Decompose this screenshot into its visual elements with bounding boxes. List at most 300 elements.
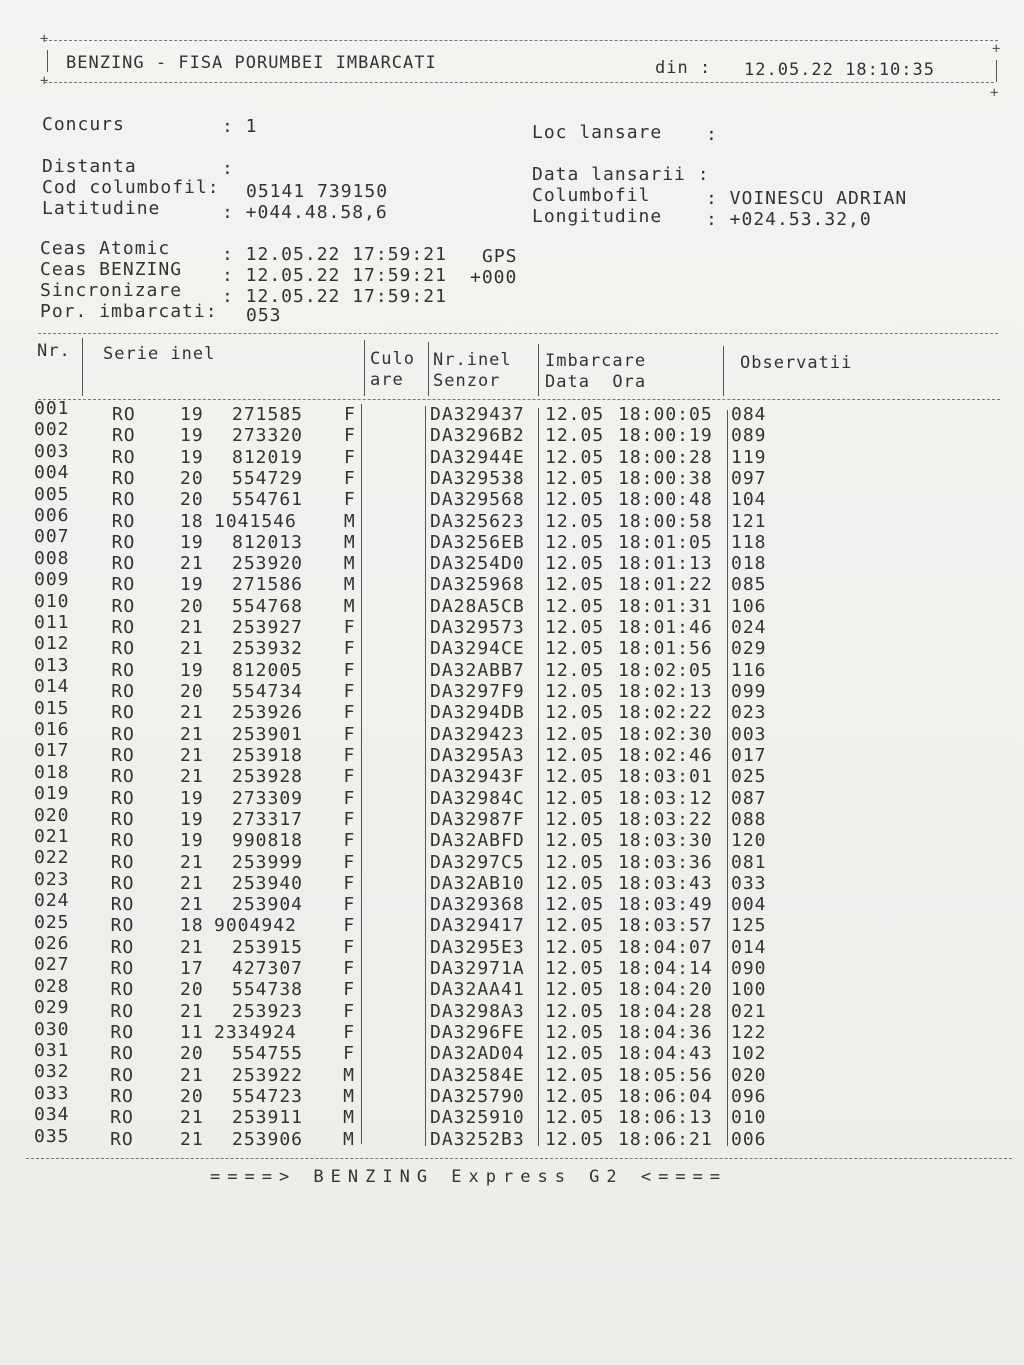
header-culoare-2: are (370, 370, 404, 390)
cod-columbofil-value: 05141 739150 (246, 181, 389, 202)
corner-mark: + (40, 31, 49, 47)
row-ora: 18:06:13 (618, 1107, 713, 1129)
row-nr: 029 (34, 997, 70, 1019)
row-senzor: DA3295E3 (430, 936, 525, 958)
row-tara: RO (110, 915, 135, 937)
row-an: 17 (180, 958, 204, 980)
row-an: 21 (180, 617, 204, 639)
row-senzor: DA329573 (430, 617, 525, 639)
row-an: 11 (180, 1022, 204, 1044)
row-ora: 18:00:28 (618, 446, 713, 468)
row-ora: 18:00:48 (618, 489, 713, 511)
row-nr: 022 (34, 847, 70, 869)
row-ora: 18:03:43 (618, 872, 713, 894)
row-data: 12.05 (545, 531, 605, 553)
row-obs: 020 (731, 1064, 767, 1086)
row-an: 21 (180, 1064, 204, 1086)
row-data: 12.05 (545, 425, 605, 447)
row-tara: RO (110, 787, 135, 809)
row-tara: RO (110, 830, 135, 852)
row-obs: 088 (731, 808, 767, 830)
row-obs: 025 (731, 766, 767, 788)
row-ora: 18:04:43 (618, 1043, 713, 1065)
table-row (0, 547, 1024, 575)
row-ora: 18:03:57 (618, 915, 713, 937)
row-sex: F (343, 808, 356, 830)
row-an: 21 (180, 553, 204, 575)
row-serie: 427307 (232, 958, 304, 980)
table-row (0, 505, 1024, 532)
row-serie: 2334924 (214, 1022, 297, 1044)
row-obs: 106 (731, 595, 767, 617)
table-row (0, 569, 1024, 596)
row-senzor: DA32AB10 (430, 872, 525, 894)
row-senzor: DA3256EB (430, 531, 525, 553)
header-culoare-1: Culo (370, 349, 415, 369)
table-row (0, 909, 1024, 937)
row-nr: 014 (34, 676, 70, 698)
row-an: 21 (180, 702, 204, 724)
row-nr: 006 (34, 505, 70, 526)
row-ora: 18:04:07 (618, 936, 713, 958)
table-row (0, 803, 1024, 830)
row-serie: 273317 (232, 808, 304, 830)
title-left-border (47, 50, 48, 72)
table-bottom-border (26, 1158, 1012, 1159)
row-an: 20 (180, 979, 204, 1001)
row-data: 12.05 (545, 446, 605, 468)
row-data: 12.05 (545, 1000, 605, 1022)
row-nr: 007 (34, 526, 70, 548)
din-label: din : (655, 58, 712, 78)
row-an: 19 (180, 830, 204, 852)
row-sex: F (343, 958, 356, 980)
row-data: 12.05 (545, 830, 605, 852)
row-senzor: DA329538 (430, 467, 525, 489)
row-data: 12.05 (545, 553, 605, 575)
row-sex: F (343, 617, 356, 639)
row-data: 12.05 (545, 595, 605, 617)
row-senzor: DA3296FE (430, 1022, 525, 1044)
corner-mark: + (990, 85, 999, 101)
row-obs: 033 (731, 872, 767, 894)
row-data: 12.05 (545, 1043, 605, 1065)
row-ora: 18:06:04 (618, 1085, 713, 1107)
table-row (0, 462, 1024, 489)
row-ora: 18:01:46 (618, 617, 713, 639)
row-sex: F (343, 638, 356, 660)
row-serie: 253999 (232, 851, 304, 873)
ceas-benzing-label: Ceas BENZING (40, 259, 183, 280)
row-senzor: DA3297C5 (430, 851, 525, 873)
row-obs: 099 (731, 681, 767, 703)
header-observatii: Observatii (740, 353, 853, 373)
row-ora: 18:01:22 (618, 574, 713, 596)
ceas-atomic-label: Ceas Atomic (40, 238, 171, 259)
row-ora: 18:03:30 (618, 830, 713, 852)
row-serie: 812013 (232, 531, 304, 553)
corner-mark: + (40, 73, 49, 89)
row-obs: 085 (731, 574, 767, 596)
row-an: 20 (180, 595, 204, 617)
row-tara: RO (110, 958, 135, 980)
row-serie: 554761 (232, 489, 304, 511)
row-tara: RO (110, 1085, 134, 1107)
row-tara: RO (111, 766, 135, 788)
row-tara: RO (111, 489, 136, 511)
table-row (0, 930, 1024, 958)
row-an: 21 (180, 766, 204, 788)
row-data: 12.05 (545, 872, 605, 894)
row-nr: 035 (34, 1125, 70, 1147)
row-nr: 033 (34, 1082, 70, 1104)
concurs-label: Concurs (42, 114, 125, 135)
row-serie: 253904 (232, 894, 304, 916)
row-an: 19 (180, 787, 204, 809)
row-nr: 026 (34, 933, 70, 954)
row-serie: 273309 (232, 787, 304, 809)
row-sex: F (343, 851, 356, 873)
row-senzor: DA32ABFD (430, 830, 525, 852)
title-top-border (44, 40, 998, 41)
row-obs: 116 (731, 659, 767, 681)
row-tara: RO (110, 1000, 135, 1022)
row-an: 21 (180, 638, 204, 660)
row-obs: 029 (731, 638, 767, 660)
row-serie: 554723 (232, 1085, 304, 1107)
table-row (0, 782, 1024, 809)
header-nr-inel-2: Senzor (433, 371, 501, 391)
row-senzor: DA32944E (430, 446, 525, 468)
por-imbarcati-value: 053 (246, 305, 282, 326)
row-obs: 104 (731, 489, 767, 511)
row-an: 21 (180, 1000, 204, 1022)
row-data: 12.05 (545, 617, 605, 639)
row-nr: 023 (34, 868, 70, 890)
sincronizare-value: : 12.05.22 17:59:21 (222, 286, 447, 307)
row-obs: 120 (731, 830, 767, 852)
por-imbarcati-label: Por. imbarcati: (40, 301, 218, 322)
row-an: 21 (180, 872, 204, 894)
row-senzor: DA3298A3 (430, 1000, 525, 1022)
row-tara: RO (111, 531, 136, 553)
row-nr: 011 (34, 612, 70, 633)
row-serie: 812019 (232, 446, 304, 468)
row-senzor: DA325790 (430, 1085, 525, 1107)
row-ora: 18:04:14 (618, 958, 713, 980)
row-tara: RO (110, 894, 135, 916)
row-an: 18 (180, 915, 204, 937)
row-sex: F (343, 446, 356, 468)
loc-lansare-value: : (706, 124, 718, 145)
row-tara: RO (111, 553, 136, 575)
row-senzor: DA3296B2 (430, 425, 525, 447)
row-nr: 015 (34, 697, 70, 719)
row-sex: F (343, 425, 356, 447)
row-data: 12.05 (545, 979, 605, 1001)
row-an: 20 (180, 489, 204, 511)
row-senzor: DA3295A3 (430, 744, 525, 766)
row-ora: 18:03:01 (618, 766, 713, 788)
row-sex: F (343, 894, 356, 916)
row-data: 12.05 (545, 744, 605, 766)
row-nr: 002 (34, 419, 70, 441)
row-sex: M (343, 1128, 355, 1150)
header-serie-inel: Serie inel (103, 344, 216, 364)
row-senzor: DA329368 (430, 894, 525, 916)
row-data: 12.05 (545, 808, 605, 830)
data-lansarii-label: Data lansarii : (532, 164, 710, 185)
title-right-border (996, 60, 997, 82)
row-obs: 121 (731, 510, 767, 532)
row-an: 19 (180, 531, 204, 553)
ceas-atomic-suffix: GPS (482, 246, 518, 267)
table-row (0, 676, 1024, 703)
row-serie: 253922 (232, 1064, 304, 1086)
title-bottom-border (44, 82, 994, 83)
row-serie: 253926 (232, 702, 304, 724)
row-ora: 18:02:13 (618, 681, 713, 703)
row-serie: 273320 (232, 425, 304, 447)
row-an: 19 (180, 808, 204, 830)
row-ora: 18:04:20 (618, 979, 713, 1001)
table-row (0, 845, 1024, 873)
row-ora: 18:06:21 (618, 1128, 713, 1150)
row-data: 12.05 (545, 851, 605, 873)
row-data: 12.05 (545, 1128, 605, 1150)
row-sex: M (343, 574, 356, 596)
row-sex: F (344, 404, 356, 425)
latitudine-label: Latitudine (42, 198, 161, 219)
row-tara: RO (111, 702, 135, 724)
row-obs: 084 (731, 404, 767, 425)
row-nr: 020 (34, 804, 70, 826)
row-an: 19 (180, 425, 204, 447)
row-serie: 990818 (232, 830, 304, 852)
row-ora: 18:02:30 (618, 723, 713, 745)
row-obs: 097 (731, 467, 767, 489)
row-senzor: DA3294CE (430, 638, 525, 660)
row-serie: 554755 (232, 1043, 304, 1065)
row-an: 21 (180, 1128, 204, 1150)
columbofil-label: Columbofil (532, 185, 651, 206)
row-obs: 119 (731, 446, 767, 468)
table-row (0, 633, 1024, 660)
row-serie: 253901 (232, 723, 304, 745)
row-senzor: DA32971A (430, 958, 525, 980)
row-obs: 125 (731, 915, 767, 937)
row-senzor: DA3252B3 (430, 1128, 525, 1150)
row-senzor: DA3297F9 (430, 681, 525, 703)
table-row (0, 888, 1024, 916)
row-nr: 004 (34, 462, 70, 484)
row-sex: F (343, 1043, 355, 1065)
row-sex: F (343, 787, 356, 809)
row-sex: F (343, 723, 356, 745)
sincronizare-label: Sincronizare (40, 280, 183, 301)
row-tara: RO (111, 617, 136, 639)
row-senzor: DA32584E (430, 1064, 525, 1086)
row-sex: M (343, 1064, 355, 1086)
row-nr: 010 (34, 590, 70, 612)
row-senzor: DA28A5CB (430, 595, 525, 617)
row-sex: M (343, 1107, 355, 1129)
row-obs: 100 (731, 979, 767, 1001)
row-nr: 024 (34, 890, 70, 912)
row-sex: F (343, 659, 356, 681)
row-sex: F (343, 766, 356, 788)
row-serie: 271585 (232, 404, 304, 425)
row-senzor: DA325968 (430, 574, 525, 596)
row-serie: 253906 (232, 1128, 304, 1150)
loc-lansare-label: Loc lansare (532, 122, 663, 143)
table-row (0, 1057, 1024, 1086)
row-senzor: DA32AA41 (430, 979, 525, 1001)
row-tara: RO (111, 467, 136, 489)
row-tara: RO (110, 1043, 134, 1065)
row-an: 19 (180, 446, 204, 468)
row-nr: 034 (34, 1104, 70, 1126)
row-an: 21 (180, 1107, 204, 1129)
row-an: 21 (180, 744, 204, 766)
table-row (0, 419, 1024, 447)
header-imbarcare-2: Data Ora (545, 372, 647, 392)
row-sex: M (343, 531, 356, 553)
row-data: 12.05 (545, 723, 605, 745)
row-obs: 004 (731, 894, 767, 916)
row-sex: F (343, 744, 356, 766)
row-tara: RO (111, 425, 136, 447)
row-data: 12.05 (545, 404, 605, 425)
row-ora: 18:01:56 (618, 638, 713, 660)
table-row (0, 697, 1024, 724)
row-sex: F (343, 489, 356, 511)
row-data: 12.05 (545, 1085, 605, 1107)
row-ora: 18:01:05 (618, 531, 713, 553)
row-an: 18 (180, 510, 204, 532)
table-row (0, 1015, 1024, 1044)
row-data: 12.05 (545, 467, 605, 489)
row-obs: 118 (731, 531, 767, 553)
row-serie: 253911 (232, 1107, 304, 1129)
table-row (0, 590, 1024, 617)
row-serie: 253915 (232, 936, 304, 958)
table-row (0, 994, 1024, 1022)
row-tara: RO (111, 574, 136, 596)
table-row (0, 654, 1024, 681)
row-nr: 012 (34, 633, 70, 655)
row-senzor: DA329417 (430, 915, 525, 937)
row-nr: 005 (34, 483, 70, 505)
row-serie: 9004942 (214, 915, 297, 937)
row-serie: 812005 (232, 659, 304, 681)
row-ora: 18:00:38 (618, 467, 713, 489)
row-tara: RO (111, 638, 136, 660)
row-senzor: DA325623 (430, 510, 525, 532)
row-sex: F (343, 702, 356, 724)
row-tara: RO (110, 1128, 134, 1150)
distanta-value: : (222, 158, 234, 179)
row-sex: M (343, 553, 356, 575)
ceas-atomic-value: : 12.05.22 17:59:21 (222, 244, 447, 265)
row-senzor: DA32987F (430, 808, 525, 830)
row-obs: 003 (731, 723, 767, 745)
row-tara: RO (111, 681, 135, 703)
row-ora: 18:00:19 (618, 425, 713, 447)
col-sep-imbarcare (538, 344, 539, 396)
col-sep-nr (82, 338, 83, 396)
row-data: 12.05 (545, 787, 605, 809)
table-row (0, 760, 1024, 788)
row-senzor: DA325910 (430, 1107, 525, 1129)
footer-banner: ====> BENZING Express G2 <==== (210, 1167, 728, 1187)
col-sep-senzor (428, 342, 429, 396)
row-obs: 096 (731, 1085, 767, 1107)
table-row (0, 866, 1024, 894)
row-senzor: DA329437 (430, 404, 525, 425)
row-ora: 18:02:22 (618, 702, 713, 724)
row-obs: 090 (731, 958, 767, 980)
row-tara: RO (111, 446, 136, 468)
row-tara: RO (110, 1107, 134, 1129)
row-an: 20 (180, 681, 204, 703)
row-sex: F (343, 467, 356, 489)
row-obs: 010 (731, 1107, 767, 1129)
row-data: 12.05 (545, 894, 605, 916)
row-nr: 028 (34, 975, 70, 997)
row-nr: 009 (34, 569, 70, 591)
row-serie: 253918 (232, 744, 304, 766)
table-row (0, 526, 1024, 553)
row-nr: 030 (34, 1018, 70, 1040)
row-tara: RO (110, 936, 135, 958)
row-an: 20 (180, 1043, 204, 1065)
row-ora: 18:03:36 (618, 851, 713, 873)
table-row (0, 1100, 1024, 1129)
row-serie: 253940 (232, 872, 304, 894)
print-datetime: 12.05.22 18:10:35 (744, 60, 935, 80)
row-data: 12.05 (545, 958, 605, 980)
row-tara: RO (110, 979, 135, 1001)
row-data: 12.05 (545, 681, 605, 703)
row-obs: 018 (731, 553, 767, 575)
row-serie: 253932 (232, 638, 304, 660)
distanta-label: Distanta (42, 156, 137, 177)
longitudine-label: Longitudine (532, 206, 663, 227)
row-obs: 024 (731, 617, 767, 639)
row-nr: 031 (34, 1040, 70, 1061)
row-data: 12.05 (545, 1107, 605, 1129)
row-nr: 013 (34, 654, 70, 676)
row-senzor: DA3294DB (430, 702, 525, 724)
row-nr: 008 (34, 547, 70, 569)
ceas-benzing-suffix: +000 (470, 267, 518, 288)
row-data: 12.05 (545, 915, 605, 937)
row-nr: 017 (34, 740, 70, 762)
row-sex: F (343, 872, 356, 894)
row-nr: 027 (34, 954, 70, 976)
row-data: 12.05 (545, 510, 605, 532)
row-ora: 18:00:05 (618, 404, 713, 425)
row-sex: M (343, 595, 356, 617)
row-tara: RO (110, 872, 135, 894)
row-ora: 18:05:56 (618, 1064, 713, 1086)
concurs-value: : 1 (222, 116, 258, 137)
row-sex: F (343, 830, 356, 852)
row-serie: 554768 (232, 595, 304, 617)
header-nr-inel-1: Nr.inel (433, 350, 512, 370)
table-row (0, 483, 1024, 511)
